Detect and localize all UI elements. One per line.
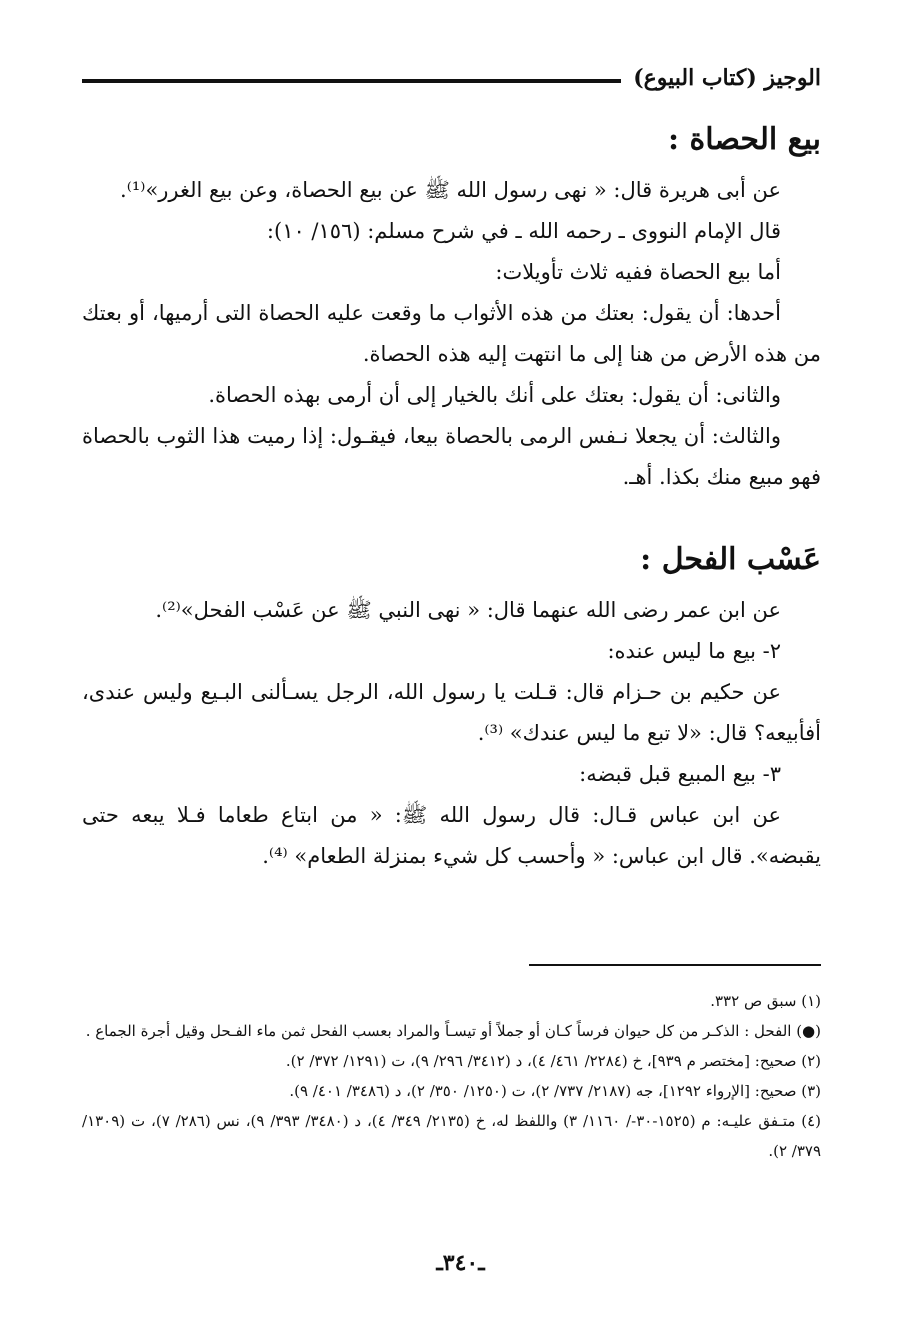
paragraph: عن ابن عباس قـال: قال رسول الله ﷺ: « من ابتاع طعاما فـلا يبعه حتى يقبضه». قال ابن عباس: « وأحسب كل شيء بمنزلة الطعام» ⁽⁴⁾. — [82, 803, 821, 868]
footnote: (●) الفحل : الذكـر من كل حيوان فرساً كـان أو جملاً أو تيسـاً والمراد بعسب الفحل ثمن ماء الفـحل وقيل أجرة الجماع . — [85, 1022, 821, 1040]
footnote: (١) سبق ص ٣٣٢. — [710, 992, 821, 1010]
running-title: الوجيز (كتاب البيوع) — [633, 65, 821, 91]
footnotes — [82, 986, 821, 1166]
running-header — [82, 62, 821, 94]
paragraph: عن ابن عمر رضى الله عنهما قال: « نهى النبي ﷺ عن عَسْب الفحل»⁽²⁾. — [155, 598, 781, 622]
subheading: ٣- بيع المبيع قبل قبضه: — [579, 762, 781, 786]
paragraph: والثالث: أن يجعلا نـفس الرمى بالحصاة بيعا، فيقـول: إذا رميت هذا الثوب بالحصاة فهو مبيع منك بكذا. أهـ. — [82, 424, 821, 489]
section-heading-fahl: عَسْب الفحل : — [640, 542, 821, 577]
paragraph: عن أبى هريرة قال: « نهى رسول الله ﷺ عن بيع الحصاة، وعن بيع الغرر»⁽¹⁾. — [120, 178, 781, 202]
paragraph: عن حكيم بن حـزام قال: قـلت يا رسول الله، الرجل يسـألنى البـيع وليس عندى، أفأبيعه؟ قال: «لا تبع ما ليس عندك» ⁽³⁾. — [82, 680, 821, 745]
main-text — [82, 118, 821, 877]
paragraph: قال الإمام النووى ـ رحمه الله ـ في شرح مسلم: (١٥٦/ ١٠): — [266, 219, 781, 243]
paragraph: أما بيع الحصاة ففيه ثلاث تأويلات: — [495, 260, 781, 284]
paragraph: والثانى: أن يقول: بعتك على أنك بالخيار إلى أن أرمى بهذه الحصاة. — [208, 383, 781, 407]
page-number: ـ٣٤٠ـ — [436, 1250, 485, 1276]
footnote: (٣) صحيح: [الإرواء ١٢٩٢]، جه (٢١٨٧/ ٧٣٧/ ٢)، ت (١٢٥٠/ ٣٥٠/ ٢)، د (٣٤٨٦/ ٤٠١/ ٩). — [289, 1082, 821, 1100]
footnote: (٤) متـفق عليـه: م (١٥٢٥-٣٠-/ ١١٦٠/ ٣) واللفظ له، خ (٢١٣٥/ ٣٤٩/ ٤)، د (٣٤٨٠/ ٣٩٣/ ٩)، نس (٢٨٦/ ٧)، ت (١٣٠٩/ ٣٧٩/ ٢). — [82, 1112, 822, 1160]
section-heading-hasah: بيع الحصاة : — [667, 122, 821, 157]
paragraph: أحدها: أن يقول: بعتك من هذه الأثواب ما وقعت عليه الحصاة التى أرميها، أو بعتك من هذه الأرض من هنا إلى ما انتهت إليه هذه الحصاة. — [82, 301, 821, 366]
footnote: (٢) صحيح: [مختصر م ٩٣٩]، خ (٢٢٨٤/ ٤٦١/ ٤)، د (٣٤١٢/ ٢٩٦/ ٩)، ت (١٢٩١/ ٣٧٢/ ٢). — [285, 1052, 821, 1070]
footnote-rule — [529, 964, 821, 966]
subheading: ٢- بيع ما ليس عنده: — [607, 639, 781, 663]
header-rule — [82, 79, 621, 83]
